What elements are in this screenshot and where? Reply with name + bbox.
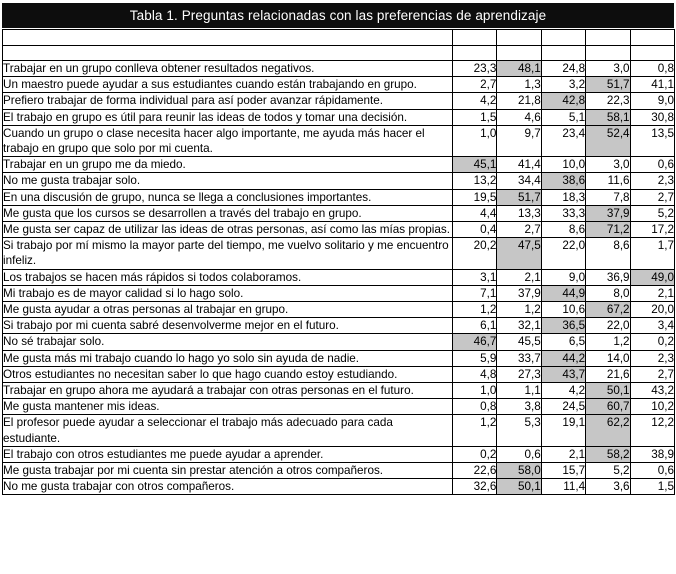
value-cell-n: 3,2: [541, 77, 585, 93]
value-cell-td: 4,8: [453, 366, 497, 382]
value-cell-ta: 49,0: [630, 269, 674, 285]
learning-preferences-table: [2, 29, 675, 495]
value-cell-n: 18,3: [541, 189, 585, 205]
value-cell-da: 8,0: [586, 285, 630, 301]
question-cell: Otros estudiantes no necesitan saber lo que hago cuando estoy estudiando.: [3, 366, 453, 382]
value-cell-n: 24,8: [541, 61, 585, 77]
value-cell-n: 44,9: [541, 285, 585, 301]
value-cell-n: 22,0: [541, 238, 585, 269]
value-cell-n: 8,6: [541, 222, 585, 238]
value-cell-ed: 48,1: [497, 61, 541, 77]
table-row: [3, 125, 675, 156]
value-cell-da: 71,2: [586, 222, 630, 238]
table-container: [2, 29, 674, 495]
value-cell-da: 1,2: [586, 334, 630, 350]
value-cell-td: 0,8: [453, 399, 497, 415]
value-cell-n: 36,5: [541, 318, 585, 334]
value-cell-td: 45,1: [453, 157, 497, 173]
question-cell: Prefiero trabajar de forma individual para así poder avanzar rápidamente.: [3, 93, 453, 109]
table-row: [3, 222, 675, 238]
header-cell-ed: ED: [497, 30, 541, 46]
value-cell-da: 22,0: [586, 318, 630, 334]
header-row-codes: [3, 30, 675, 46]
value-cell-ta: 41,1: [630, 77, 674, 93]
value-cell-ta: 2,1: [630, 285, 674, 301]
table-row: [3, 269, 675, 285]
value-cell-td: 7,1: [453, 285, 497, 301]
value-cell-td: 22,6: [453, 463, 497, 479]
value-cell-ed: 5,3: [497, 415, 541, 446]
value-cell-ta: 9,0: [630, 93, 674, 109]
table-row: [3, 238, 675, 269]
value-cell-n: 23,4: [541, 125, 585, 156]
value-cell-ed: 50,1: [497, 479, 541, 495]
value-cell-ed: 3,8: [497, 399, 541, 415]
value-cell-da: 5,2: [586, 463, 630, 479]
page-title: Tabla 1. Preguntas relacionadas con las preferencias de aprendizaje: [129, 8, 547, 23]
value-cell-da: 37,9: [586, 205, 630, 221]
value-cell-da: 62,2: [586, 415, 630, 446]
question-cell: Me gusta más mi trabajo cuando lo hago yo solo sin ayuda de nadie.: [3, 350, 453, 366]
value-cell-da: 3,0: [586, 157, 630, 173]
unit-cell-ta: %: [630, 46, 674, 61]
value-cell-ta: 3,4: [630, 318, 674, 334]
table-row: [3, 399, 675, 415]
value-cell-ta: 1,7: [630, 238, 674, 269]
value-cell-td: 13,2: [453, 173, 497, 189]
value-cell-ed: 2,7: [497, 222, 541, 238]
value-cell-da: 58,1: [586, 109, 630, 125]
value-cell-ta: 5,2: [630, 205, 674, 221]
value-cell-td: 4,2: [453, 93, 497, 109]
question-cell: Un maestro puede ayudar a sus estudiantes cuando están trabajando en grupo.: [3, 77, 453, 93]
table-row: [3, 318, 675, 334]
table-title-bar: [2, 3, 674, 28]
value-cell-td: 20,2: [453, 238, 497, 269]
value-cell-td: 1,0: [453, 125, 497, 156]
value-cell-ta: 0,6: [630, 157, 674, 173]
table-row: [3, 77, 675, 93]
value-cell-da: 3,0: [586, 61, 630, 77]
value-cell-ed: 9,7: [497, 125, 541, 156]
table-row: [3, 415, 675, 446]
value-cell-ta: 0,8: [630, 61, 674, 77]
value-cell-da: 3,6: [586, 479, 630, 495]
value-cell-td: 1,2: [453, 302, 497, 318]
value-cell-da: 60,7: [586, 399, 630, 415]
value-cell-ta: 2,7: [630, 189, 674, 205]
header-cell-ta: TA: [630, 30, 674, 46]
value-cell-da: 22,3: [586, 93, 630, 109]
table-row: [3, 463, 675, 479]
value-cell-ta: 38,9: [630, 446, 674, 462]
table-row: [3, 479, 675, 495]
value-cell-da: 8,6: [586, 238, 630, 269]
value-cell-ta: 1,5: [630, 479, 674, 495]
value-cell-td: 5,9: [453, 350, 497, 366]
value-cell-da: 67,2: [586, 302, 630, 318]
unit-cell-n: %: [541, 46, 585, 61]
question-cell: El trabajo con otros estudiantes me puede ayudar a aprender.: [3, 446, 453, 462]
value-cell-ed: 4,6: [497, 109, 541, 125]
table-row: [3, 189, 675, 205]
value-cell-td: 19,5: [453, 189, 497, 205]
question-cell: No me gusta trabajar solo.: [3, 173, 453, 189]
question-cell: En una discusión de grupo, nunca se llega a conclusiones importantes.: [3, 189, 453, 205]
value-cell-da: 50,1: [586, 383, 630, 399]
value-cell-td: 46,7: [453, 334, 497, 350]
value-cell-ed: 21,8: [497, 93, 541, 109]
value-cell-ed: 45,5: [497, 334, 541, 350]
value-cell-da: 7,8: [586, 189, 630, 205]
value-cell-n: 43,7: [541, 366, 585, 382]
value-cell-da: 52,4: [586, 125, 630, 156]
value-cell-n: 6,5: [541, 334, 585, 350]
value-cell-ed: 34,4: [497, 173, 541, 189]
value-cell-n: 38,6: [541, 173, 585, 189]
unit-cell-question: [3, 46, 453, 61]
value-cell-td: 32,6: [453, 479, 497, 495]
header-row-units: [3, 46, 675, 61]
value-cell-ed: 1,1: [497, 383, 541, 399]
value-cell-n: 9,0: [541, 269, 585, 285]
table-row: [3, 334, 675, 350]
question-cell: Me gusta que los cursos se desarrollen a través del trabajo en grupo.: [3, 205, 453, 221]
value-cell-ed: 32,1: [497, 318, 541, 334]
question-cell: Trabajar en un grupo conlleva obtener resultados negativos.: [3, 61, 453, 77]
table-row: [3, 109, 675, 125]
header-cell-da: DA: [586, 30, 630, 46]
value-cell-td: 23,3: [453, 61, 497, 77]
table-row: [3, 173, 675, 189]
table-row: [3, 366, 675, 382]
value-cell-ed: 58,0: [497, 463, 541, 479]
question-cell: Si trabajo por mí mismo la mayor parte del tiempo, me vuelvo solitario y me encuentro infeliz.: [3, 238, 453, 269]
question-cell: No sé trabajar solo.: [3, 334, 453, 350]
question-cell: Me gusta trabajar por mi cuenta sin prestar atención a otros compañeros.: [3, 463, 453, 479]
value-cell-ta: 17,2: [630, 222, 674, 238]
value-cell-n: 33,3: [541, 205, 585, 221]
question-cell: El profesor puede ayudar a seleccionar el trabajo más adecuado para cada estudiante.: [3, 415, 453, 446]
value-cell-n: 11,4: [541, 479, 585, 495]
value-cell-ed: 2,1: [497, 269, 541, 285]
question-cell: No me gusta trabajar con otros compañeros.: [3, 479, 453, 495]
value-cell-td: 4,4: [453, 205, 497, 221]
value-cell-td: 2,7: [453, 77, 497, 93]
question-cell: Me gusta ser capaz de utilizar las ideas de otras personas, así como las mías propias.: [3, 222, 453, 238]
value-cell-ta: 30,8: [630, 109, 674, 125]
value-cell-ed: 0,6: [497, 446, 541, 462]
value-cell-td: 1,0: [453, 383, 497, 399]
value-cell-ed: 41,4: [497, 157, 541, 173]
table-body: [3, 61, 675, 495]
value-cell-n: 4,2: [541, 383, 585, 399]
value-cell-n: 10,0: [541, 157, 585, 173]
value-cell-n: 10,6: [541, 302, 585, 318]
value-cell-n: 19,1: [541, 415, 585, 446]
table-row: [3, 205, 675, 221]
question-cell: Si trabajo por mi cuenta sabré desenvolverme mejor en el futuro.: [3, 318, 453, 334]
question-cell: Los trabajos se hacen más rápidos si todos colaboramos.: [3, 269, 453, 285]
header-cell-td: TD: [453, 30, 497, 46]
table-row: [3, 383, 675, 399]
value-cell-da: 14,0: [586, 350, 630, 366]
question-cell: Me gusta mantener mis ideas.: [3, 399, 453, 415]
value-cell-ta: 10,2: [630, 399, 674, 415]
value-cell-da: 58,2: [586, 446, 630, 462]
table-row: [3, 350, 675, 366]
value-cell-td: 1,2: [453, 415, 497, 446]
value-cell-ta: 20,0: [630, 302, 674, 318]
value-cell-n: 44,2: [541, 350, 585, 366]
table-row: [3, 302, 675, 318]
value-cell-td: 0,2: [453, 446, 497, 462]
value-cell-td: 0,4: [453, 222, 497, 238]
table-row: [3, 157, 675, 173]
question-cell: Trabajar en grupo ahora me ayudará a trabajar con otras personas en el futuro.: [3, 383, 453, 399]
table-head: [3, 30, 675, 61]
question-cell: El trabajo en grupo es útil para reunir las ideas de todos y tomar una decisión.: [3, 109, 453, 125]
unit-cell-td: %: [453, 46, 497, 61]
table-row: [3, 285, 675, 301]
value-cell-da: 36,9: [586, 269, 630, 285]
value-cell-n: 24,5: [541, 399, 585, 415]
value-cell-ta: 13,5: [630, 125, 674, 156]
value-cell-ed: 13,3: [497, 205, 541, 221]
question-cell: Cuando un grupo o clase necesita hacer algo importante, me ayuda más hacer el trabajo en grupo que solo por mi cuenta.: [3, 125, 453, 156]
table-row: [3, 61, 675, 77]
value-cell-ta: 43,2: [630, 383, 674, 399]
value-cell-td: 1,5: [453, 109, 497, 125]
question-cell: Trabajar en un grupo me da miedo.: [3, 157, 453, 173]
value-cell-n: 2,1: [541, 446, 585, 462]
value-cell-ed: 1,2: [497, 302, 541, 318]
value-cell-da: 51,7: [586, 77, 630, 93]
value-cell-ta: 2,7: [630, 366, 674, 382]
value-cell-ta: 2,3: [630, 173, 674, 189]
unit-cell-ed: %: [497, 46, 541, 61]
value-cell-ed: 37,9: [497, 285, 541, 301]
value-cell-da: 21,6: [586, 366, 630, 382]
unit-cell-da: %: [586, 46, 630, 61]
value-cell-ed: 33,7: [497, 350, 541, 366]
header-cell-n: N: [541, 30, 585, 46]
value-cell-ed: 1,3: [497, 77, 541, 93]
value-cell-ta: 2,3: [630, 350, 674, 366]
question-cell: Me gusta ayudar a otras personas al trabajar en grupo.: [3, 302, 453, 318]
value-cell-ed: 27,3: [497, 366, 541, 382]
value-cell-ta: 0,2: [630, 334, 674, 350]
value-cell-n: 42,8: [541, 93, 585, 109]
value-cell-ta: 0,6: [630, 463, 674, 479]
table-row: [3, 446, 675, 462]
value-cell-ed: 51,7: [497, 189, 541, 205]
value-cell-n: 15,7: [541, 463, 585, 479]
header-cell-question: [3, 30, 453, 46]
table-row: [3, 93, 675, 109]
value-cell-da: 11,6: [586, 173, 630, 189]
value-cell-td: 6,1: [453, 318, 497, 334]
value-cell-td: 3,1: [453, 269, 497, 285]
value-cell-n: 5,1: [541, 109, 585, 125]
question-cell: Mi trabajo es de mayor calidad si lo hago solo.: [3, 285, 453, 301]
value-cell-ed: 47,5: [497, 238, 541, 269]
value-cell-ta: 12,2: [630, 415, 674, 446]
